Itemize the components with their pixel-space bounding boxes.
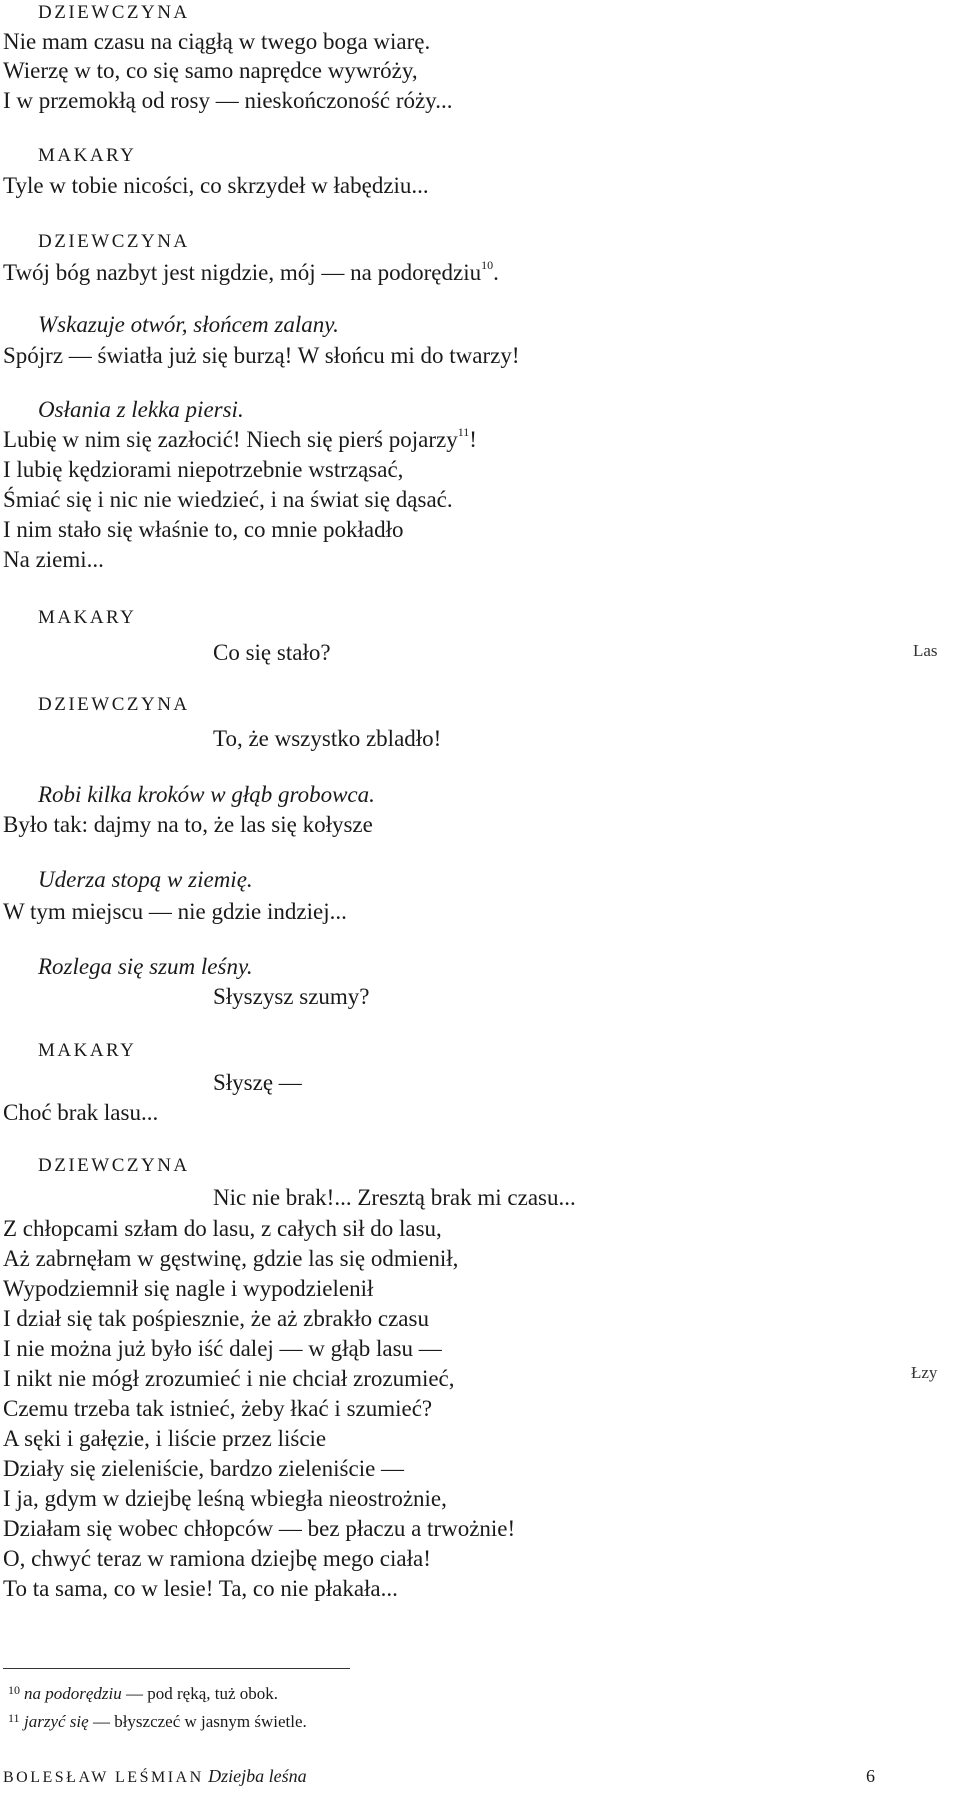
footnote-11: [8, 1711, 307, 1733]
footer-title: Dziejba leśna: [208, 1766, 307, 1786]
verse-line: [213, 1183, 576, 1213]
speaker-name-text: DZIEWCZYNA: [38, 2, 190, 23]
footnote-rule: [3, 1668, 350, 1669]
verse-line: [3, 1098, 158, 1128]
verse-line: [3, 171, 429, 201]
verse-line-text: Czemu trzeba tak istnieć, żeby łkać i szumieć?: [3, 1396, 433, 1421]
verse-line-text: Słyszę —: [213, 1070, 302, 1095]
margin-note-lzy: Łzy: [911, 1363, 938, 1382]
footnote-term: jarzyć się: [24, 1712, 89, 1731]
verse-line: [213, 982, 370, 1012]
verse-line: [3, 1394, 432, 1424]
verse-line: [3, 1304, 429, 1334]
verse-line-text: Nic nie brak!... Zresztą brak mi czasu...: [213, 1185, 576, 1210]
verse-line: [3, 1424, 326, 1454]
speaker-name: [38, 1153, 190, 1179]
verse-line-text: Choć brak lasu...: [3, 1100, 159, 1125]
verse-line: [3, 485, 453, 515]
verse-punctuation: .: [493, 260, 499, 285]
verse-line-text: To ta sama, co w lesie! Ta, co nie płakała...: [3, 1576, 398, 1601]
verse-line: [213, 638, 331, 668]
page-footer: [3, 1764, 307, 1790]
verse-line: [3, 1544, 431, 1574]
verse-line: [3, 1364, 455, 1394]
speaker-name-text: DZIEWCZYNA: [38, 1155, 190, 1176]
speaker-name: [38, 0, 190, 26]
stage-direction-text: Rozlega się szum leśny.: [38, 954, 253, 979]
speaker-name: [38, 143, 136, 169]
speaker-name-text: MAKARY: [38, 1040, 137, 1061]
footnote-ref[interactable]: 11: [457, 425, 470, 440]
verse-line-text: Działy się zieleniście, bardzo zieleniście —: [3, 1456, 405, 1481]
speaker-name-text: MAKARY: [38, 145, 137, 166]
verse-line: [3, 515, 404, 545]
verse-line-text: Działam się wobec chłopców — bez płaczu a trwożnie!: [3, 1516, 516, 1541]
verse-line: [3, 258, 499, 288]
speaker-name: [38, 692, 190, 718]
verse-line-text: Tyle w tobie nicości, co skrzydeł w łabędziu...: [3, 173, 429, 198]
verse-line: [3, 86, 452, 116]
footnote-number: 11: [8, 1711, 20, 1725]
verse-line: [3, 545, 104, 575]
verse-line: [213, 724, 441, 754]
footer-author: BOLESŁAW LEŚMIAN: [3, 1769, 204, 1786]
page-number: 6: [866, 1766, 875, 1786]
speaker-name: [38, 229, 190, 255]
verse-line-text: Słyszysz szumy?: [213, 984, 370, 1009]
verse-line: [3, 810, 373, 840]
stage-direction-text: Uderza stopą w ziemię.: [38, 867, 253, 892]
verse-line: [213, 1068, 302, 1098]
margin-note-las: Las: [913, 641, 938, 660]
verse-line-text: Nie mam czasu na ciągłą w twego boga wiarę.: [3, 29, 431, 54]
verse-line-text: W tym miejscu — nie gdzie indziej...: [3, 899, 347, 924]
verse-line-text: Spójrz — światła już się burzą! W słońcu mi do twarzy!: [3, 343, 520, 368]
verse-line: [3, 897, 347, 927]
verse-line-text: I lubię kędziorami niepotrzebnie wstrząsać,: [3, 457, 404, 482]
footnote-ref[interactable]: 10: [481, 258, 494, 273]
verse-line-text: Wypodziemnił się nagle i wypodzielenił: [3, 1276, 374, 1301]
verse-line-text: I nikt nie mógł zrozumieć i nie chciał zrozumieć,: [3, 1366, 455, 1391]
verse-line-text: Twój bóg nazbyt jest nigdzie, mój — na podorędziu: [3, 260, 482, 285]
verse-line: [3, 1454, 404, 1484]
verse-line-text: Śmiać się i nic nie wiedzieć, i na świat się dąsać.: [3, 487, 453, 512]
verse-punctuation: !: [469, 427, 477, 452]
verse-line: [3, 1244, 458, 1274]
verse-line: [3, 455, 403, 485]
verse-line: [3, 56, 418, 86]
speaker-name-text: DZIEWCZYNA: [38, 231, 190, 252]
verse-line-text: O, chwyć teraz w ramiona dziejbę mego ciała!: [3, 1546, 431, 1571]
verse-line: [3, 1574, 398, 1604]
verse-line: [3, 27, 430, 57]
speaker-name: [38, 1038, 136, 1064]
stage-direction: [38, 865, 253, 895]
stage-direction-text: Osłania z lekka piersi.: [38, 397, 244, 422]
footnote-text: — błyszczeć w jasnym świetle.: [88, 1712, 307, 1731]
footnote-number: 10: [8, 1683, 20, 1697]
verse-line-text: I w przemokłą od rosy — nieskończoność róży...: [3, 88, 453, 113]
verse-line-text: Na ziemi...: [3, 547, 104, 572]
verse-line: [3, 1484, 447, 1514]
footnote-text: — pod ręką, tuż obok.: [121, 1684, 279, 1703]
stage-direction: [38, 395, 244, 425]
stage-direction-text: Robi kilka kroków w głąb grobowca.: [38, 782, 375, 807]
verse-line: [3, 1334, 442, 1364]
verse-line: [3, 1514, 515, 1544]
verse-line-text: Z chłopcami szłam do lasu, z całych sił do lasu,: [3, 1216, 442, 1241]
verse-line-text: A sęki i gałęzie, i liście przez liście: [3, 1426, 327, 1451]
verse-line-text: I nim stało się właśnie to, co mnie pokładło: [3, 517, 404, 542]
stage-direction: [38, 310, 339, 340]
verse-line-text: Co się stało?: [213, 640, 331, 665]
verse-line: [3, 341, 520, 371]
footnote-10: [8, 1683, 279, 1705]
verse-line-text: Aż zabrnęłam w gęstwinę, gdzie las się odmienił,: [3, 1246, 459, 1271]
verse-line-text: I ja, gdym w dziejbę leśną wbiegła nieostrożnie,: [3, 1486, 447, 1511]
speaker-name: [38, 605, 136, 631]
verse-line: [3, 1214, 442, 1244]
verse-line-text: I dział się tak pośpiesznie, że aż zbrakło czasu: [3, 1306, 429, 1331]
stage-direction: [38, 952, 253, 982]
speaker-name-text: MAKARY: [38, 607, 137, 628]
footnote-term: na podorędziu: [24, 1684, 122, 1703]
verse-line-text: Było tak: dajmy na to, że las się kołysze: [3, 812, 373, 837]
verse-line: [3, 425, 477, 455]
stage-direction: [38, 780, 375, 810]
verse-line-text: Lubię w nim się zazłocić! Niech się pierś pojarzy: [3, 427, 458, 452]
verse-line-text: Wierzę w to, co się samo naprędce wywróży,: [3, 58, 418, 83]
speaker-name-text: DZIEWCZYNA: [38, 694, 190, 715]
stage-direction-text: Wskazuje otwór, słońcem zalany.: [38, 312, 339, 337]
verse-line-text: I nie można już było iść dalej — w głąb lasu —: [3, 1336, 442, 1361]
verse-line-text: To, że wszystko zbladło!: [213, 726, 442, 751]
verse-line: [3, 1274, 373, 1304]
